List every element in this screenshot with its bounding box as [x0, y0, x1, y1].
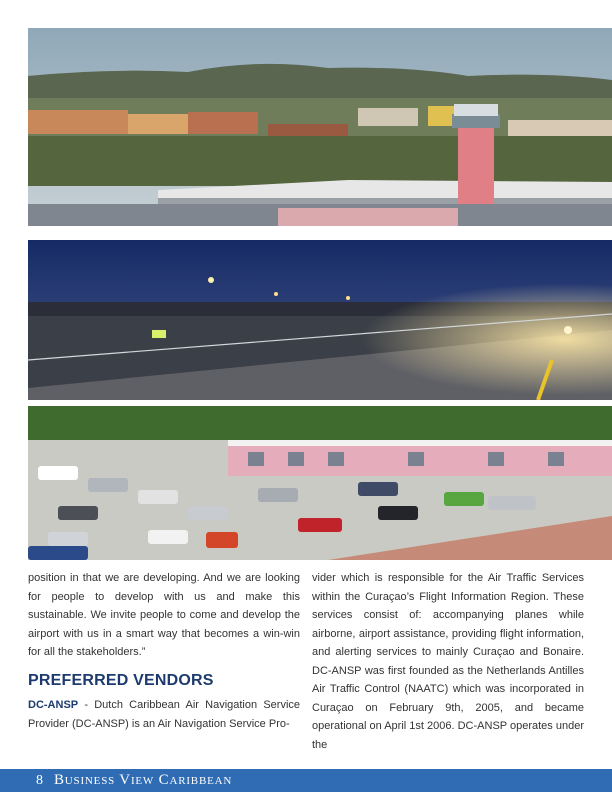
body-paragraph: vider which is responsible for the Air Traffic Services within the Curaçao’s Flight Information Region. These services consist of: accompanying planes while airborne, airport assistance, providing flight information, and alerting services to mainly Curaçao and Bonaire. DC-ANSP was first founded as the Netherlands Antilles Air Traffic Control (NAATC) which was incorporated in Curaçao on February 9th, 2005, and became operational on April 1st 2006. DC-ANSP operates under the: [312, 572, 584, 751]
section-heading: PREFERRED VENDORS: [28, 671, 214, 689]
magazine-title: Business View Caribbean: [54, 772, 233, 788]
page-number: 8: [36, 773, 43, 788]
body-paragraph: position in that we are developing. And we are looking for people to develop with us and make this sustainable. We invite people to come and develop the airport with us in a smart way that becomes a win-win for all the stakeholders.”: [28, 572, 300, 658]
runway-night-photo: [28, 240, 612, 400]
vendor-description: - Dutch Caribbean Air Navigation Service Provider (DC-ANSP) is an Air Navigation Service Pro-: [28, 699, 300, 730]
vendor-name: DC-ANSP: [28, 699, 79, 711]
right-text-column: [312, 569, 584, 754]
body-paragraph: [28, 696, 300, 733]
left-text-column: [28, 569, 300, 733]
page-footer: [0, 769, 612, 792]
airport-terminal-photo: [28, 28, 612, 226]
parking-lot-photo: [28, 406, 612, 560]
